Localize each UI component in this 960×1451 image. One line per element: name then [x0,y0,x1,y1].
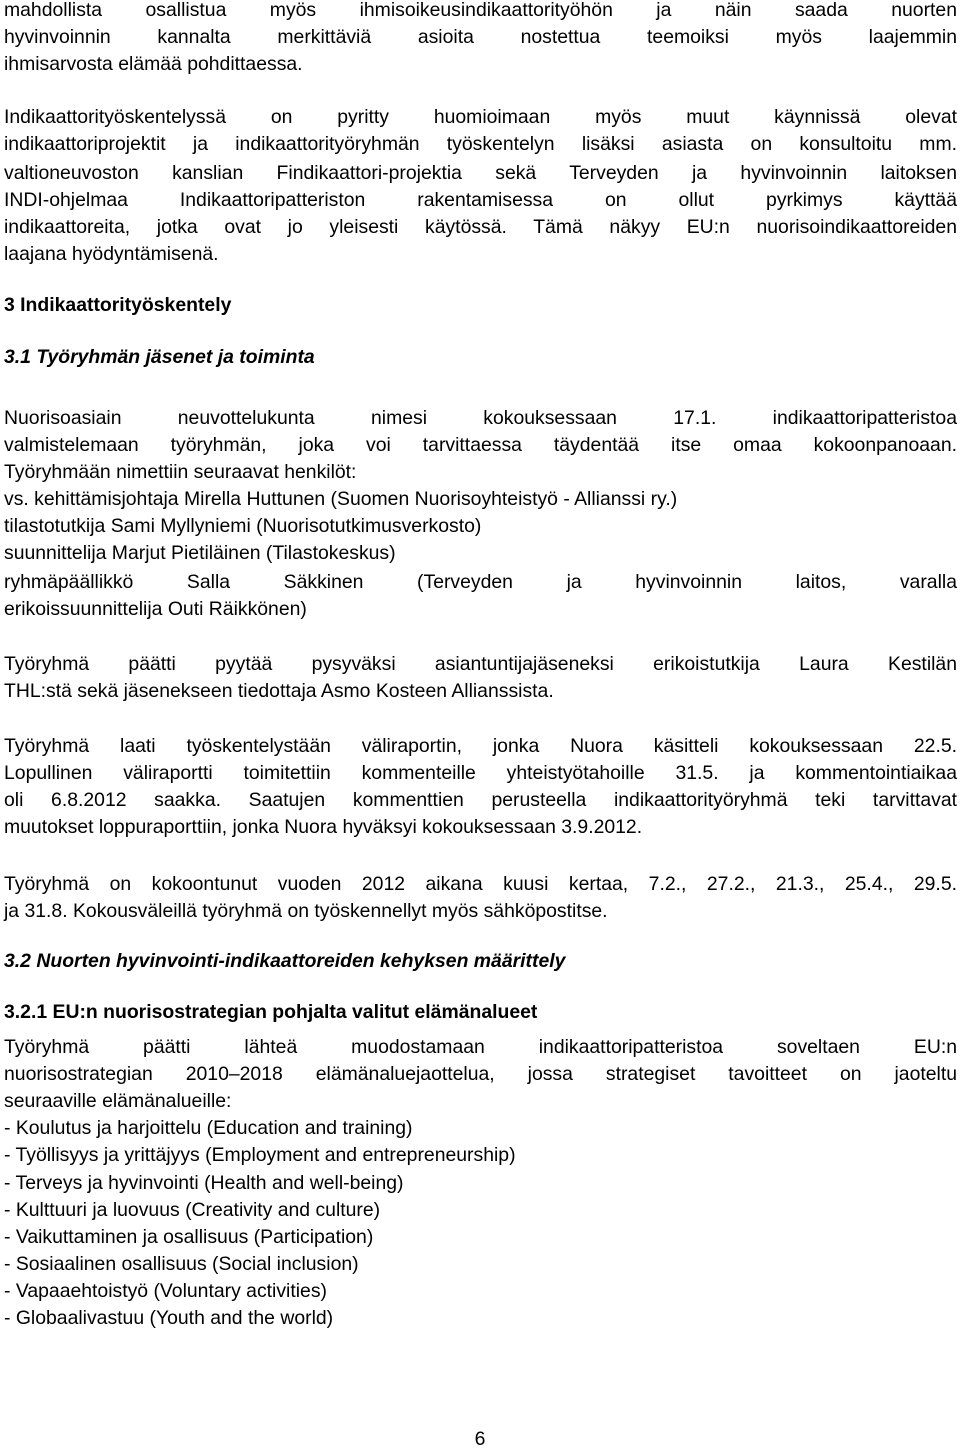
list-item: - Kulttuuri ja luovuus (Creativity and culture) [4,1199,381,1221]
text-line: Työryhmä laati työskentelystään väliraportin, jonka Nuora käsitteli kokouksessaan 22.5. [4,735,957,757]
text-line: tilastotutkija Sami Myllyniemi (Nuorisotutkimusverkosto) [4,515,482,537]
heading-section-3-1: 3.1 Työryhmän jäsenet ja toiminta [4,346,315,368]
text-line: Työryhmään nimettiin seuraavat henkilöt: [4,461,357,483]
text-line: ihmisarvosta elämää pohdittaessa. [4,53,303,75]
list-item: - Koulutus ja harjoittelu (Education and training) [4,1117,413,1139]
text-line: indikaattoreita, jotka ovat jo yleisesti käytössä. Tämä näkyy EU:n nuorisoindikaattoreiden [4,216,957,238]
list-item: - Globaalivastuu (Youth and the world) [4,1307,334,1329]
text-line: THL:stä sekä jäsenekseen tiedottaja Asmo Kosteen Allianssista. [4,680,554,702]
text-line: Työryhmä päätti lähteä muodostamaan indikaattoripatteristoa soveltaen EU:n [4,1036,957,1058]
text-line: Työryhmä on kokoontunut vuoden 2012 aikana kuusi kertaa, 7.2., 27.2., 21.3., 25.4., 29.5. [4,873,957,895]
heading-section-3: 3 Indikaattorityöskentely [4,294,232,316]
text-line: ryhmäpäällikkö Salla Säkkinen (Terveyden ja hyvinvoinnin laitos, varalla [4,571,957,593]
text-line: Indikaattorityöskentelyssä on pyritty huomioimaan myös muut käynnissä olevat [4,106,957,128]
heading-section-3-2: 3.2 Nuorten hyvinvointi-indikaattoreiden kehyksen määrittely [4,950,566,972]
text-line: ja 31.8. Kokousväleillä työryhmä on työskennellyt myös sähköpostitse. [4,900,608,922]
text-line: indikaattoriprojektit ja indikaattorityöryhmän työskentelyn lisäksi asiasta on konsultoitu mm. [4,133,957,155]
list-item: - Vapaaehtoistyö (Voluntary activities) [4,1280,327,1302]
list-item: - Työllisyys ja yrittäjyys (Employment and entrepreneurship) [4,1144,516,1166]
text-line: erikoissuunnittelija Outi Räikkönen) [4,598,307,620]
text-line: Nuorisoasiain neuvottelukunta nimesi kokouksessaan 17.1. indikaattoripatteristoa [4,407,957,429]
text-line: valtioneuvoston kanslian Findikaattori-projektia sekä Terveyden ja hyvinvoinnin laitoksen [4,162,957,184]
text-line: suunnittelija Marjut Pietiläinen (Tilastokeskus) [4,542,396,564]
text-line: Työryhmä päätti pyytää pysyväksi asiantuntijajäseneksi erikoistutkija Laura Kestilän [4,653,957,675]
text-line: laajana hyödyntämisenä. [4,243,219,265]
list-item: - Terveys ja hyvinvointi (Health and well-being) [4,1172,404,1194]
text-line: Lopullinen väliraportti toimitettiin kommenteille yhteistyötahoille 31.5. ja kommentointiaikaa [4,762,957,784]
text-line: mahdollista osallistua myös ihmisoikeusindikaattorityöhön ja näin saada nuorten [4,0,957,21]
list-item: - Vaikuttaminen ja osallisuus (Participation) [4,1226,374,1248]
text-line: seuraaville elämänalueille: [4,1090,232,1112]
text-line: valmistelemaan työryhmän, joka voi tarvittaessa täydentää itse omaa kokoonpanoaan. [4,434,957,456]
text-line: nuorisostrategian 2010–2018 elämänaluejaottelua, jossa strategiset tavoitteet on jaoteltu [4,1063,957,1085]
text-line: vs. kehittämisjohtaja Mirella Huttunen (Suomen Nuorisoyhteistyö - Allianssi ry.) [4,488,678,510]
heading-section-3-2-1: 3.2.1 EU:n nuorisostrategian pohjalta valitut elämänalueet [4,1001,538,1023]
list-item: - Sosiaalinen osallisuus (Social inclusion) [4,1253,359,1275]
text-line: muutokset loppuraporttiin, jonka Nuora hyväksyi kokouksessaan 3.9.2012. [4,816,643,838]
text-line: hyvinvoinnin kannalta merkittäviä asioita nostettua teemoiksi myös laajemmin [4,26,957,48]
page-number: 6 [474,1428,486,1450]
text-line: INDI-ohjelmaa Indikaattoripatteriston rakentamisessa on ollut pyrkimys käyttää [4,189,957,211]
text-line: oli 6.8.2012 saakka. Saatujen kommenttien perusteella indikaattorityöryhmä teki tarvittavat [4,789,957,811]
